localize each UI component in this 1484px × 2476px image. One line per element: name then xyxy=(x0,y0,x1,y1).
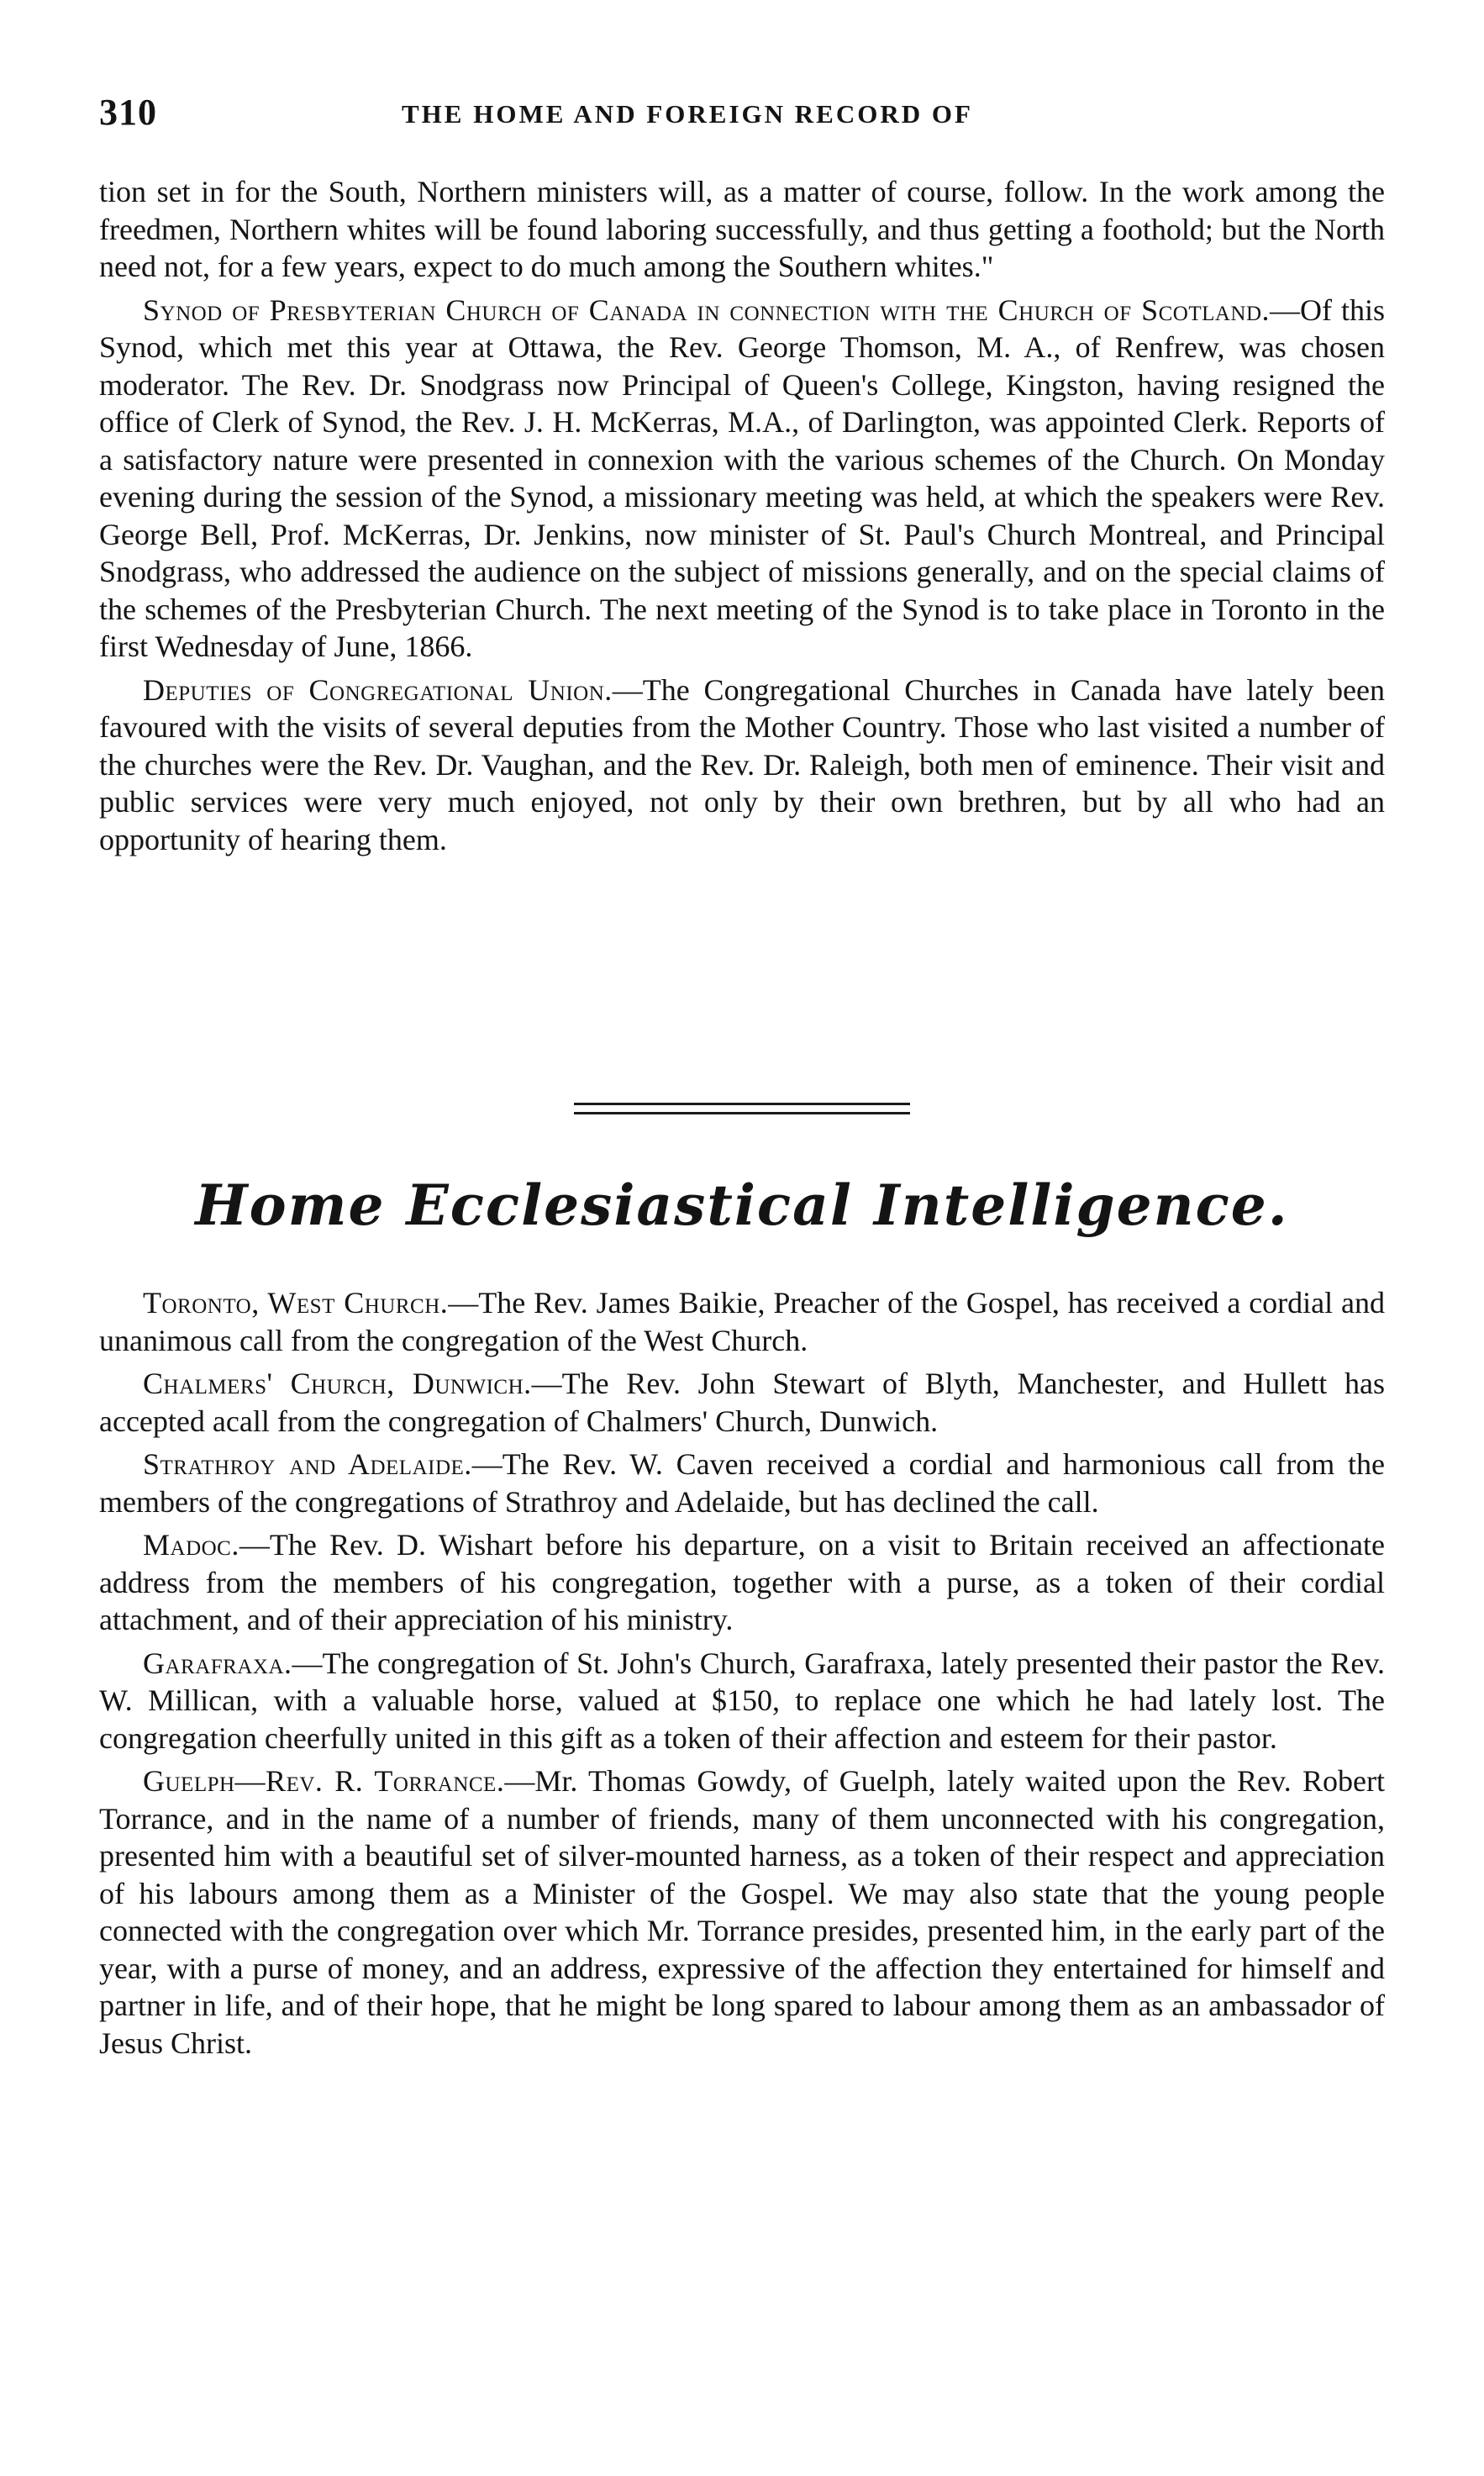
item-lead: Guelph—Rev. R. Torrance. xyxy=(143,1764,505,1798)
divider-rule-bottom xyxy=(574,1112,910,1114)
item-text: —The congregation of St. John's Church, Garafraxa, lately presented their pastor the Rev. W. Millican, with a valuable horse, valued at $150, to replace one which he had lately lost. The congregation cheerfully united in this gift as a token of their affection and esteem for their pastor. xyxy=(99,1646,1385,1755)
continuation-paragraph: tion set in for the South, Northern ministers will, as a matter of course, follow. In the work among the freedmen, Northern whites will be found laboring successfully, and thus getting a foothold; but the North need not, for a few years, expect to do much among the Southern whites." xyxy=(99,175,1385,283)
item-lead: Toronto, West Church. xyxy=(143,1286,449,1320)
deputies-lead: Deputies of Congregational Union. xyxy=(143,672,613,707)
item-strathroy-adelaide xyxy=(99,1446,1385,1520)
item-guelph-torrance xyxy=(99,1762,1385,2062)
top-section xyxy=(99,173,1385,858)
synod-paragraph xyxy=(99,292,1385,666)
synod-lead: Synod of Presbyterian Church of Canada in connection with the Church of Scotland. xyxy=(143,292,1271,327)
item-text: —The Rev. W. Caven received a cordial and harmonious call from the members of the congregations of Strathroy and Adelaide, but has declined the call. xyxy=(99,1447,1385,1519)
deputies-paragraph xyxy=(99,672,1385,859)
running-head xyxy=(99,91,1385,141)
section-divider xyxy=(574,1103,910,1121)
item-toronto-west-church xyxy=(99,1284,1385,1359)
item-chalmers-church-dunwich xyxy=(99,1365,1385,1440)
item-lead: Garafraxa. xyxy=(143,1646,292,1680)
deputies-text: —The Congregational Churches in Canada have lately been favoured with the visits of several deputies from the Mother Country. Those who last visited a number of the churches were the Rev. Dr. Vaughan, and the Rev. Dr. Raleigh, both men of eminence. Their visit and public services were very much enjoyed, not only by their own brethren, but by all who had an opportunity of hearing them. xyxy=(99,672,1386,856)
item-lead: Chalmers' Church, Dunwich. xyxy=(143,1367,532,1400)
item-lead: Strathroy and Adelaide. xyxy=(143,1447,472,1481)
item-text: —The Rev. John Stewart of Blyth, Manchester, and Hullett has accepted acall from the congregation of Chalmers' Church, Dunwich. xyxy=(99,1367,1385,1438)
page-number: 310 xyxy=(99,92,157,133)
section-heading: Home Ecclesiastical Intelligence. xyxy=(195,1172,1289,1238)
item-text: —The Rev. James Baikie, Preacher of the Gospel, has received a cordial and unanimous call from the congregation of the West Church. xyxy=(99,1286,1385,1357)
synod-text: —Of this Synod, which met this year at Ottawa, the Rev. George Thomson, M. A., of Renfrew, was chosen moderator. The Rev. Dr. Snodgrass now Principal of Queen's College, Kingston, having resigned the office of Clerk of Synod, the Rev. J. H. McKerras, M.A., of Darlington, was appointed Clerk. Reports of a satisfactory nature were presented in connexion with the various schemes of the Church. On Monday evening during the session of the Synod, a missionary meeting was held, at which the speakers were Rev. George Bell, Prof. McKerras, Dr. Jenkins, now minister of St. Paul's Church Montreal, and Principal Snodgrass, who addressed the audience on the subject of missions generally, and on the special claims of the schemes of the Presbyterian Church. The next meeting of the Synod is to take place in Toronto in the first Wednesday of June, 1866. xyxy=(99,292,1386,663)
intelligence-section xyxy=(99,1284,1385,2062)
item-garafraxa xyxy=(99,1645,1385,1757)
divider-rule-top xyxy=(574,1103,910,1105)
item-lead: Madoc. xyxy=(143,1528,239,1562)
journal-title: THE HOME AND FOREIGN RECORD OF xyxy=(402,99,973,129)
item-madoc xyxy=(99,1526,1385,1639)
item-text: —Mr. Thomas Gowdy, of Guelph, lately waited upon the Rev. Robert Torrance, and in the name of a number of friends, many of them unconnected with his congregation, presented him with a beautiful set of silver-mounted harness, as a token of their respect and appreciation of his labours among them as a Minister of the Gospel. We may also state that the young people connected with the congregation over which Mr. Torrance presides, presented him, in the early part of the year, with a purse of money, and an address, expressive of the affection they entertained for himself and partner in life, and of their hope, that he might be long spared to labour among them as an ambassador of Jesus Christ. xyxy=(99,1764,1385,2060)
item-text: —The Rev. D. Wishart before his departure, on a visit to Britain received an affectionate address from the members of his congregation, together with a purse, as a token of their cordial attachment, and of their appreciation of his ministry. xyxy=(99,1528,1385,1636)
